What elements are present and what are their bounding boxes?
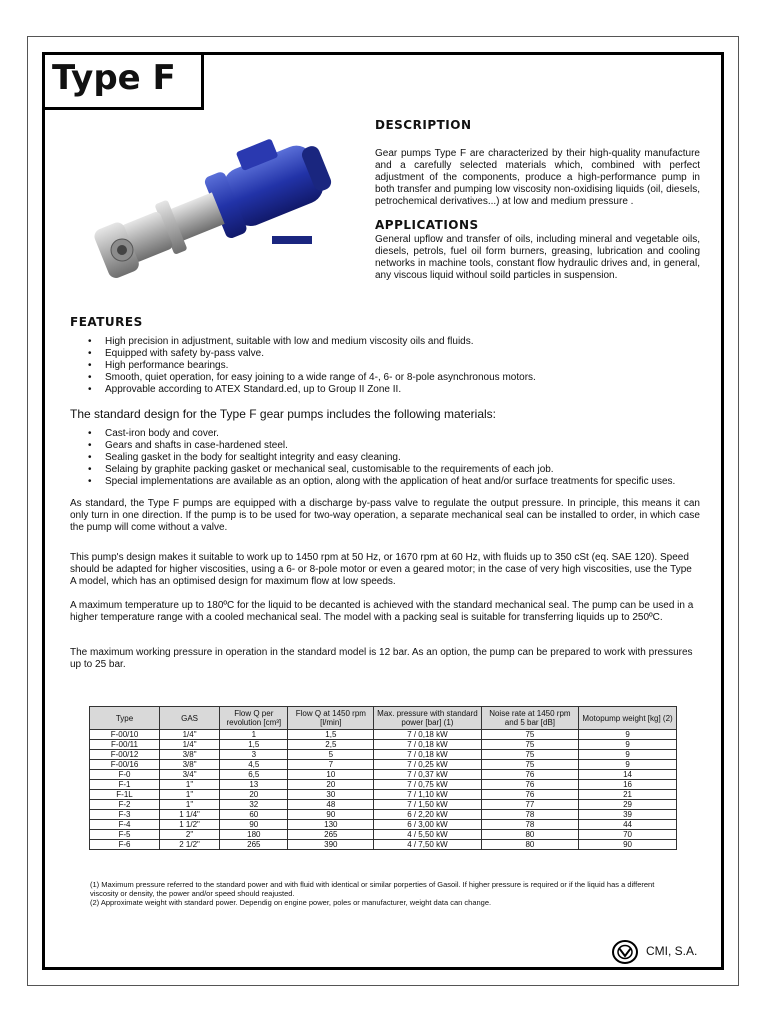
specs-table bbox=[89, 706, 677, 850]
list-item: • Approvable according to ATEX Standard.ed, up to Group II Zone II. bbox=[80, 384, 700, 396]
table-cell: 13 bbox=[220, 780, 288, 790]
table-cell: 21 bbox=[579, 790, 677, 800]
table-cell: 130 bbox=[288, 820, 374, 830]
table-cell: 1 1/2" bbox=[160, 820, 220, 830]
table-cell: 7 / 0,18 kW bbox=[374, 740, 481, 750]
table-cell: 39 bbox=[579, 810, 677, 820]
table-cell: F-1 bbox=[90, 780, 160, 790]
table-cell: 1,5 bbox=[288, 730, 374, 740]
table-cell: 90 bbox=[288, 810, 374, 820]
list-item: • High performance bearings. bbox=[80, 360, 700, 372]
table-cell: 78 bbox=[481, 810, 578, 820]
table-cell: 75 bbox=[481, 730, 578, 740]
table-cell: 265 bbox=[288, 830, 374, 840]
table-cell: 1,5 bbox=[220, 740, 288, 750]
table-cell: 1" bbox=[160, 780, 220, 790]
table-cell: 2,5 bbox=[288, 740, 374, 750]
table-cell: 1" bbox=[160, 800, 220, 810]
header-type: Type bbox=[90, 707, 160, 730]
header-gas: GAS bbox=[160, 707, 220, 730]
features-heading: FEATURES bbox=[70, 315, 143, 329]
paragraph-temperature: A maximum temperature up to 180ºC for the liquid to be decanted is achieved with the standard mechanical seal. The pump can be used in a higher temperature range with a cooled mechanical seal. The model with a packing seal is suitable for transferring liquids up to 250ºC. bbox=[70, 600, 694, 623]
table-cell: 390 bbox=[288, 840, 374, 850]
table-cell: 76 bbox=[481, 790, 578, 800]
table-cell: 4 / 7,50 kW bbox=[374, 840, 481, 850]
table-cell: 32 bbox=[220, 800, 288, 810]
table-cell: 1/4" bbox=[160, 730, 220, 740]
table-cell: 3 bbox=[220, 750, 288, 760]
table-cell: 3/8" bbox=[160, 750, 220, 760]
table-cell: F-6 bbox=[90, 840, 160, 850]
table-cell: F-5 bbox=[90, 830, 160, 840]
table-cell: F-3 bbox=[90, 810, 160, 820]
features-list bbox=[80, 336, 700, 396]
table-cell: 7 / 0,18 kW bbox=[374, 730, 481, 740]
table-cell: 14 bbox=[579, 770, 677, 780]
header-weight: Motopump weight [kg] (2) bbox=[579, 707, 677, 730]
table-cell: 1" bbox=[160, 790, 220, 800]
table-cell: 29 bbox=[579, 800, 677, 810]
table-cell: 5 bbox=[288, 750, 374, 760]
table-cell: 1 bbox=[220, 730, 288, 740]
table-cell: 4 / 5,50 kW bbox=[374, 830, 481, 840]
company-name: CMI, S.A. bbox=[646, 944, 698, 958]
description-heading: DESCRIPTION bbox=[375, 118, 472, 132]
table-cell: 20 bbox=[220, 790, 288, 800]
table-cell: 7 / 1,50 kW bbox=[374, 800, 481, 810]
list-item: • Sealing gasket in the body for sealtight integrity and easy cleaning. bbox=[80, 452, 700, 464]
table-row bbox=[90, 810, 677, 820]
table-cell: 7 / 0,75 kW bbox=[374, 780, 481, 790]
table-cell: 77 bbox=[481, 800, 578, 810]
table-cell: 1 1/4" bbox=[160, 810, 220, 820]
table-cell: F-00/10 bbox=[90, 730, 160, 740]
table-cell: 180 bbox=[220, 830, 288, 840]
table-cell: F-4 bbox=[90, 820, 160, 830]
applications-text: General upflow and transfer of oils, including mineral and vegetable oils, diesels, petrols, fuel oil form burners, greasing, lubrication and cooling networks in machine tools, constant flow hydraulic drives and, in general, any viscous liquid withoul soild particles in suspension. bbox=[375, 234, 700, 281]
list-item: • High precision in adjustment, suitable with low and medium viscosity oils and fluids. bbox=[80, 336, 700, 348]
page-title: Type F bbox=[42, 52, 204, 110]
table-cell: 9 bbox=[579, 730, 677, 740]
table-row bbox=[90, 760, 677, 770]
footnote-1: (1) Maximum pressure referred to the standard power and with fluid with identical or similar porperties of Gasoil. If higher pressure is required or if the liquid has a different viscosity or density, the power and/or speed should reajusted. bbox=[90, 880, 655, 898]
table-cell: 7 / 1,10 kW bbox=[374, 790, 481, 800]
table-cell: F-1L bbox=[90, 790, 160, 800]
table-row bbox=[90, 800, 677, 810]
table-cell: F-00/12 bbox=[90, 750, 160, 760]
table-cell: 6 / 2,20 kW bbox=[374, 810, 481, 820]
table-cell: 60 bbox=[220, 810, 288, 820]
table-cell: 76 bbox=[481, 770, 578, 780]
table-cell: 75 bbox=[481, 740, 578, 750]
table-row bbox=[90, 750, 677, 760]
paragraph-pressure: The maximum working pressure in operation in the standard model is 12 bar. As an option, the pump can be prepared to work with pressures up to 25 bar. bbox=[70, 647, 693, 670]
table-cell: 7 bbox=[288, 760, 374, 770]
table-cell: 7 / 0,25 kW bbox=[374, 760, 481, 770]
table-cell: 16 bbox=[579, 780, 677, 790]
table-cell: 76 bbox=[481, 780, 578, 790]
table-cell: F-00/16 bbox=[90, 760, 160, 770]
table-row bbox=[90, 840, 677, 850]
header-pressure: Max. pressure with standard power [bar] (1) bbox=[374, 707, 481, 730]
table-cell: 6,5 bbox=[220, 770, 288, 780]
table-cell: 44 bbox=[579, 820, 677, 830]
table-header-row bbox=[90, 707, 677, 730]
table-cell: 30 bbox=[288, 790, 374, 800]
table-cell: 3/4" bbox=[160, 770, 220, 780]
table-row bbox=[90, 820, 677, 830]
materials-intro: The standard design for the Type F gear pumps includes the following materials: bbox=[70, 407, 497, 421]
table-cell: 6 / 3,00 kW bbox=[374, 820, 481, 830]
table-cell: 75 bbox=[481, 760, 578, 770]
table-cell: 9 bbox=[579, 750, 677, 760]
table-cell: 78 bbox=[481, 820, 578, 830]
list-item: • Gears and shafts in case-hardened steel. bbox=[80, 440, 700, 452]
table-cell: F-0 bbox=[90, 770, 160, 780]
materials-list bbox=[80, 428, 700, 488]
paragraph-speed: This pump's design makes it suitable to work up to 1450 rpm at 50 Hz, or 1670 rpm at 60 Hz, with fluids up to 350 cSt (eq. SAE 120). Speed should be adapted for higher viscosities, using a 6- or 8-pole motor or even a geared motor; in the case of very high viscosities, use the Type A model, which has an optimised design for maximum flow at low speeds. bbox=[70, 552, 692, 587]
list-item: • Special implementations are available as an option, along with the application of heat and/or surface treatments for specific uses. bbox=[80, 476, 700, 488]
list-item: • Equipped with safety by-pass valve. bbox=[80, 348, 700, 360]
table-cell: 3/8" bbox=[160, 760, 220, 770]
table-row bbox=[90, 740, 677, 750]
table-cell: 2" bbox=[160, 830, 220, 840]
table-cell: 265 bbox=[220, 840, 288, 850]
table-cell: 2 1/2" bbox=[160, 840, 220, 850]
header-flow-rpm: Flow Q at 1450 rpm [l/min] bbox=[288, 707, 374, 730]
table-row bbox=[90, 790, 677, 800]
table-cell: 9 bbox=[579, 740, 677, 750]
header-flow-rev: Flow Q per revolution [cm³] bbox=[220, 707, 288, 730]
table-cell: 90 bbox=[220, 820, 288, 830]
table-cell: 48 bbox=[288, 800, 374, 810]
applications-heading: APPLICATIONS bbox=[375, 218, 479, 232]
table-row bbox=[90, 770, 677, 780]
table-cell: 20 bbox=[288, 780, 374, 790]
table-row bbox=[90, 830, 677, 840]
table-cell: F-2 bbox=[90, 800, 160, 810]
table-cell: F-00/11 bbox=[90, 740, 160, 750]
table-cell: 70 bbox=[579, 830, 677, 840]
table-cell: 80 bbox=[481, 840, 578, 850]
cmi-logo-icon bbox=[612, 940, 638, 964]
table-cell: 1/4" bbox=[160, 740, 220, 750]
list-item: • Selaing by graphite packing gasket or mechanical seal, customisable to the requirements of each job. bbox=[80, 464, 700, 476]
table-cell: 80 bbox=[481, 830, 578, 840]
list-item: • Cast-iron body and cover. bbox=[80, 428, 700, 440]
footnote-2: (2) Approximate weight with standard power. Dependig on engine power, poles or manufacturer, weight data can change. bbox=[90, 898, 492, 907]
table-row bbox=[90, 780, 677, 790]
list-item: • Smooth, quiet operation, for easy joining to a wide range of 4-, 6- or 8-pole asynchronous motors. bbox=[80, 372, 700, 384]
paragraph-bypass: As standard, the Type F pumps are equipped with a discharge by-pass valve to regulate the output pressure. In principle, this means it can only turn in one direction. If the pump is to be used for two-way operation, a separate mechanical seal can be installed to order, in which case the pump will come without a valve. bbox=[70, 498, 700, 533]
table-cell: 75 bbox=[481, 750, 578, 760]
table-cell: 7 / 0,18 kW bbox=[374, 750, 481, 760]
table-row bbox=[90, 730, 677, 740]
header-noise: Noise rate at 1450 rpm and 5 bar [dB] bbox=[481, 707, 578, 730]
table-cell: 10 bbox=[288, 770, 374, 780]
table-cell: 7 / 0,37 kW bbox=[374, 770, 481, 780]
table-cell: 90 bbox=[579, 840, 677, 850]
gear-pump-photo bbox=[82, 132, 342, 292]
table-cell: 9 bbox=[579, 760, 677, 770]
description-text: Gear pumps Type F are characterized by their high-quality manufacture and a carefully selected materials which, combined with perfect adjustment of the components, produce a high-performance pump in both transfer and pumping low viscosity non-oxidising liquids (oil, diesels, petrochemical derivatives...) at low and medium pressure . bbox=[375, 148, 700, 207]
table-cell: 4,5 bbox=[220, 760, 288, 770]
